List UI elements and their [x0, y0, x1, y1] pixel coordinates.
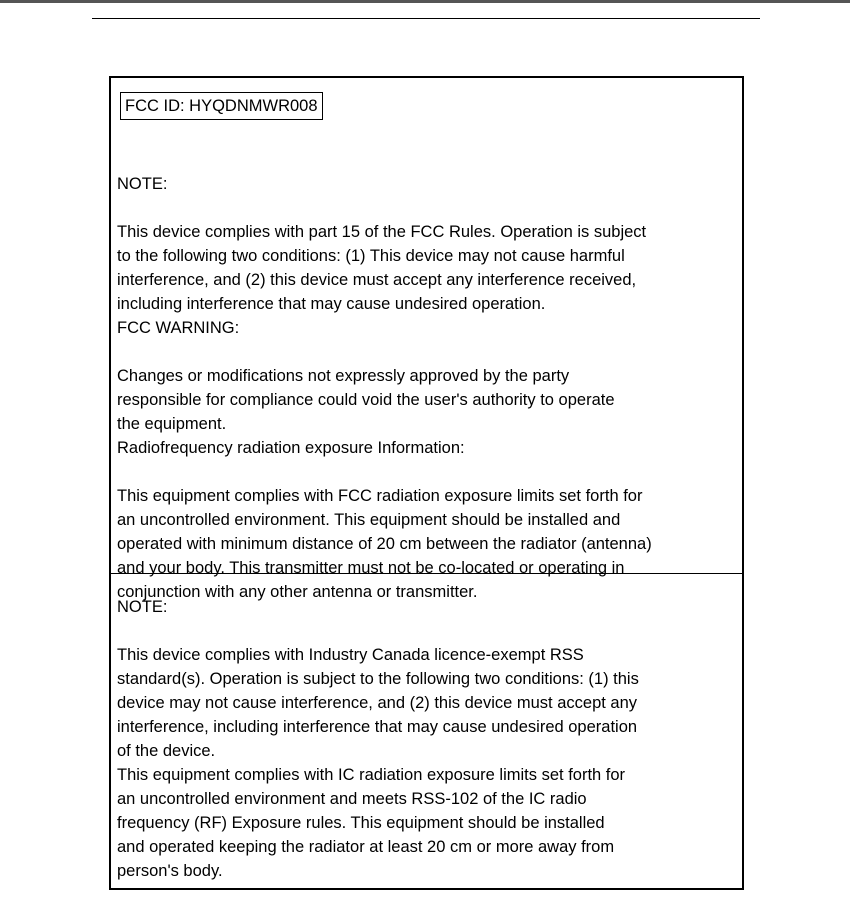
fcc-note-body: This device complies with part 15 of the FCC Rules. Operation is subject to the following two conditions: (1) This device may not cause harmful interference, and (2) this device must accept any interference received, including interference that may cause undesired operation.: [117, 223, 647, 313]
page-top-border: [0, 0, 850, 3]
header-rule: [92, 18, 760, 19]
rf-exposure-heading: Radiofrequency radiation exposure Information:: [117, 439, 465, 457]
rf-exposure-body: This equipment complies with FCC radiation exposure limits set forth for an uncontrolled environment. This equipment should be installed and operated with minimum distance of 20 cm between the radiator (antenna) and your body. This transmitter must not be co-located or operating in conjunction with any other antenna or transmitter.: [117, 487, 652, 601]
fcc-warning-body: Changes or modifications not expressly approved by the party responsible for compliance could void the user's authority to operate the equipment.: [117, 367, 615, 433]
ic-note-heading: NOTE:: [117, 598, 168, 616]
fcc-id-box: FCC ID: HYQDNMWR008: [120, 92, 323, 120]
fcc-warning-heading: FCC WARNING:: [117, 319, 240, 337]
ic-exposure-block: [117, 739, 742, 907]
ic-section: [111, 574, 742, 888]
fcc-note-heading: NOTE:: [117, 175, 168, 193]
compliance-label-box: [109, 76, 744, 890]
ic-exposure-body: This equipment complies with IC radiation exposure limits set forth for an uncontrolled environment and meets RSS-102 of the IC radio frequency (RF) Exposure rules. This equipment should be installed and operated keeping the radiator at least 20 cm or more away from person's body.: [117, 766, 626, 880]
ic-note-body: This device complies with Industry Canada licence-exempt RSS standard(s). Operation is subject to the following two conditions: (1) this device may not cause interference, and (2) this device must accept any interference, including interference that may cause undesired operation of the device.: [117, 646, 639, 760]
fcc-section: [111, 78, 742, 601]
